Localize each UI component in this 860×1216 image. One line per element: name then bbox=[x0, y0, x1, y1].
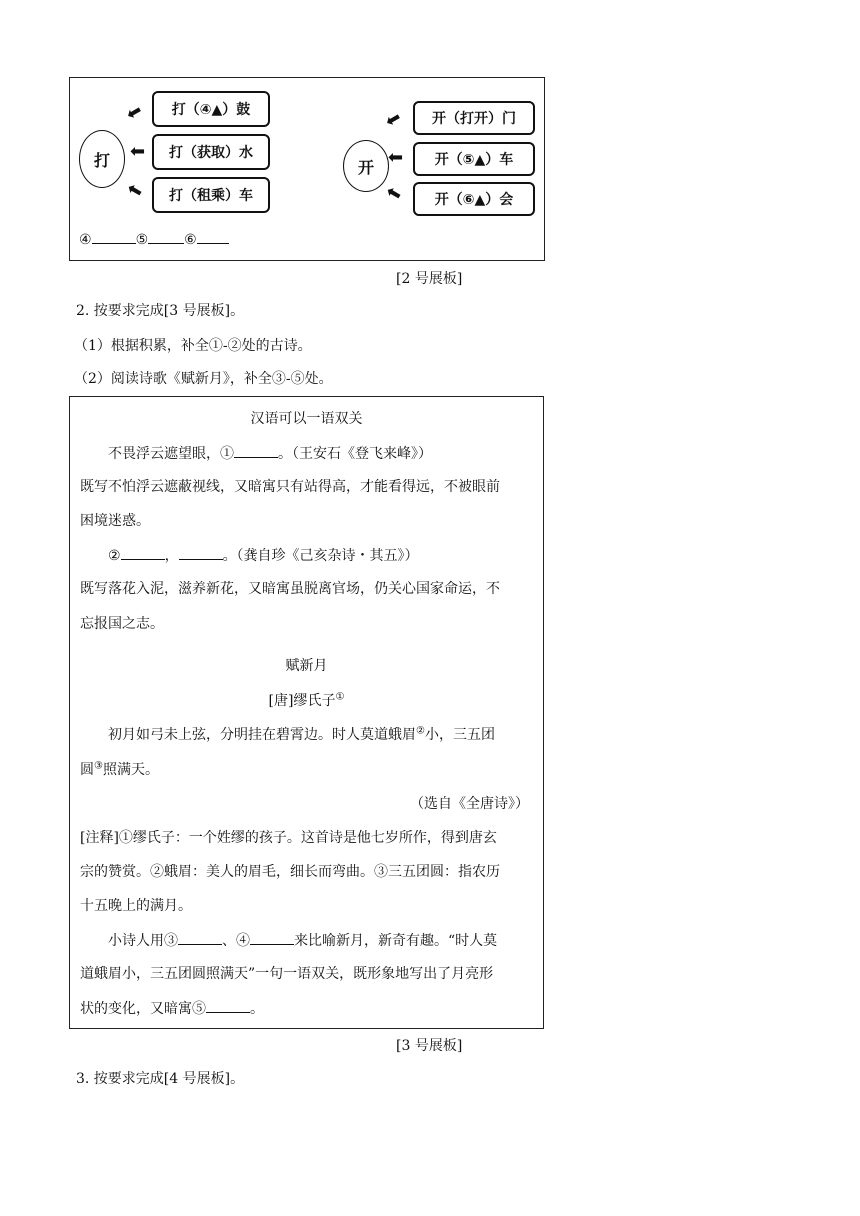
blank-6-label: ⑥ bbox=[184, 232, 197, 248]
explain-2-line-1: 既写落花入泥，滋养新花，又暗寓虽脱离官场，仍关心国家命运，不 bbox=[80, 581, 500, 597]
analysis-1-b: 、④ bbox=[222, 933, 250, 949]
notes-line-3: 十五晚上的满月。 bbox=[80, 898, 192, 914]
poem-line-1-end: 。（王安石《登飞来峰》） bbox=[278, 446, 432, 462]
word-box-kai-3: 开（⑥▲）会 bbox=[413, 182, 535, 216]
poem-author-name: [唐]缪氏子 bbox=[268, 693, 336, 709]
explain-1-line-1: 既写不怕浮云遮蔽视线，又暗寓只有站得高，才能看得远，不被眼前 bbox=[80, 479, 500, 495]
question-3-title: 3. 按要求完成[4 号展板]。 bbox=[76, 1071, 245, 1087]
answer-blanks bbox=[79, 229, 229, 250]
explain-2-line-2: 忘报国之志。 bbox=[80, 616, 164, 632]
question-2-sub2: （2）阅读诗歌《赋新月》，补全③-⑤处。 bbox=[74, 371, 333, 387]
analysis-3-a: 状的变化，又暗寓⑤ bbox=[80, 1001, 206, 1017]
arrow-left-icon: ⬅ bbox=[130, 141, 146, 162]
poem-body-2-b: 照满天。 bbox=[102, 762, 159, 778]
word-box-kai-1: 开（打开）门 bbox=[413, 101, 535, 135]
footnote-marker: ① bbox=[335, 691, 345, 703]
board-3-heading: 汉语可以一语双关 bbox=[250, 411, 363, 427]
blank-2b[interactable] bbox=[179, 545, 223, 560]
word-box-da-3: 打（租乘）车 bbox=[152, 177, 270, 213]
poem-line-2-start: ② bbox=[108, 548, 121, 564]
arrow-down-left-icon: ⬅ bbox=[123, 177, 147, 204]
blank-5[interactable] bbox=[148, 229, 184, 244]
arrow-up-left-icon: ⬅ bbox=[381, 106, 406, 133]
footnote-marker: ② bbox=[416, 725, 425, 737]
word-box-da-1: 打（④▲）鼓 bbox=[152, 91, 270, 127]
arrow-down-left-icon: ⬅ bbox=[382, 180, 406, 207]
poem-line-2-end: 。（龚自珍《己亥杂诗・其五》） bbox=[222, 548, 419, 564]
analysis-line-2: 道蛾眉小，三五团圆照满天”一句一语双关，既形象地写出了月亮形 bbox=[80, 966, 494, 982]
blank-1[interactable] bbox=[234, 443, 278, 458]
blank-2a[interactable] bbox=[121, 545, 165, 560]
analysis-line-1 bbox=[108, 930, 497, 951]
board-3 bbox=[69, 396, 544, 1029]
poem-source: （选自《全唐诗》） bbox=[410, 796, 529, 812]
blank-4-poem[interactable] bbox=[250, 930, 294, 945]
analysis-1-c: 来比喻新月，新奇有趣。“时人莫 bbox=[294, 933, 498, 949]
poem-body-line-2 bbox=[80, 760, 159, 780]
poem-body-1-b: 小，三五团 bbox=[424, 727, 495, 743]
blank-5-poem[interactable] bbox=[206, 998, 250, 1013]
blank-5-label: ⑤ bbox=[135, 232, 149, 248]
arrow-left-icon: ⬅ bbox=[388, 147, 404, 168]
poem-title: 赋新月 bbox=[285, 658, 328, 674]
hub-kai: 开 bbox=[343, 140, 389, 192]
analysis-3-b: 。 bbox=[250, 1001, 264, 1017]
blank-4-label: ④ bbox=[79, 232, 92, 248]
arrow-up-left-icon: ⬅ bbox=[122, 99, 147, 126]
question-2-sub1: （1）根据积累，补全①-②处的古诗。 bbox=[74, 338, 312, 354]
blank-3[interactable] bbox=[178, 930, 222, 945]
analysis-1-a: 小诗人用③ bbox=[108, 933, 178, 949]
board-2-caption: [2 号展板] bbox=[396, 271, 463, 287]
notes-line-2: 宗的赞赏。②蛾眉：美人的眉毛，细长而弯曲。③三五团圆：指农历 bbox=[80, 864, 500, 880]
poem-line-1-start: 不畏浮云遮望眼，① bbox=[108, 446, 234, 462]
board-3-caption: [3 号展板] bbox=[396, 1038, 463, 1054]
word-box-kai-2: 开（⑤▲）车 bbox=[413, 142, 535, 176]
poem-author bbox=[70, 691, 543, 711]
poem-line-2 bbox=[108, 545, 419, 566]
poem-line-1 bbox=[108, 443, 432, 464]
footnote-marker: ③ bbox=[94, 760, 103, 772]
poem-body-1-a: 初月如弓未上弦，分明挂在碧霄边。时人莫道蛾眉 bbox=[108, 727, 416, 743]
board-2 bbox=[69, 77, 545, 261]
poem-body-2-a: 圆 bbox=[80, 762, 94, 778]
word-box-da-2: 打（获取）水 bbox=[152, 134, 270, 170]
question-2-title: 2. 按要求完成[3 号展板]。 bbox=[76, 303, 245, 319]
poem-line-2-comma: ， bbox=[164, 548, 179, 564]
explain-1-line-2: 困境迷惑。 bbox=[80, 513, 150, 529]
hub-da: 打 bbox=[79, 130, 125, 188]
blank-6[interactable] bbox=[197, 229, 229, 244]
blank-4[interactable] bbox=[92, 229, 136, 244]
analysis-line-3 bbox=[80, 998, 264, 1019]
notes-line-1: [注释]①缪氏子：一个姓缪的孩子。这首诗是他七岁所作，得到唐玄 bbox=[80, 830, 497, 846]
poem-body-line-1 bbox=[108, 725, 495, 745]
